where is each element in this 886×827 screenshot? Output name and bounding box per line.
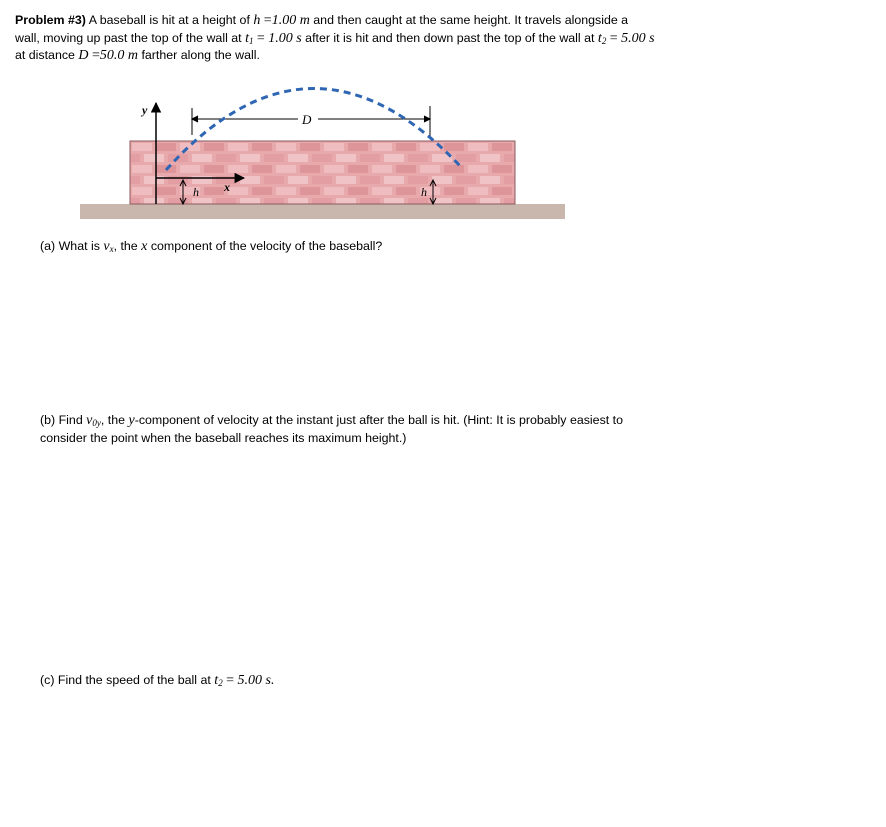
baseball-figure <box>0 0 886 240</box>
question-text: component of the velocity of the baseball? <box>150 239 383 253</box>
t1-value: 1.00 s <box>268 30 302 46</box>
equals: = <box>256 30 265 46</box>
D-value: 50.0 m <box>99 48 138 63</box>
t2-value: 5.00 s. <box>237 673 275 688</box>
problem-text: and then caught at the same height. It travels alongside a wall, moving up past the top of the wall at <box>15 13 629 45</box>
question-text: Find <box>58 413 83 427</box>
question-b-label: (b) <box>40 413 56 427</box>
x-symbol: x <box>141 239 148 254</box>
question-text: -component of velocity at the instant just after the ball is hit. (Hint: It is probably easiest to consider the point when the baseball reaches its maximum height.) <box>40 413 623 445</box>
question-c <box>40 672 680 690</box>
question-text: Find the speed of the ball at <box>57 673 211 687</box>
h-symbol: h <box>253 13 261 28</box>
equals: = <box>226 673 235 688</box>
question-c-label: (c) <box>40 673 55 687</box>
t2-value: 5.00 s <box>621 30 655 46</box>
vx-symbol: $v_x$ <box>103 239 114 254</box>
x-axis-label: x <box>224 180 230 194</box>
D-label: D <box>302 112 312 127</box>
question-text: , the <box>100 413 126 427</box>
y-axis-label: y <box>142 103 148 117</box>
brick-wall <box>130 141 515 204</box>
problem-text: at distance <box>15 48 75 62</box>
t1-symbol: $t_1$ <box>245 30 254 46</box>
equals: = <box>263 13 272 28</box>
y-symbol: y <box>128 413 135 428</box>
problem-label: Problem #3) <box>15 13 86 27</box>
h-right-label: h <box>421 185 427 199</box>
question-text: , the <box>113 239 138 253</box>
h-left-label: h <box>193 185 199 199</box>
problem-text: farther along the wall. <box>141 48 260 62</box>
equals: = <box>609 30 618 46</box>
t2-symbol: $t_2$ <box>214 673 223 688</box>
equals: = <box>91 48 100 63</box>
question-a-label: (a) <box>40 239 56 253</box>
t2-symbol: $t_2$ <box>597 30 607 46</box>
question-text: What is <box>58 239 100 253</box>
v0y-symbol: $v_{0y}$ <box>86 413 101 428</box>
problem-text: after it is hit and then down past the top of the wall at <box>305 30 595 45</box>
question-a <box>40 238 680 256</box>
h-value: 1.00 m <box>271 13 310 28</box>
D-symbol: D <box>78 48 89 63</box>
ground <box>80 204 565 219</box>
question-b <box>40 412 660 447</box>
problem-text: A baseball is hit at a height of <box>88 13 250 27</box>
